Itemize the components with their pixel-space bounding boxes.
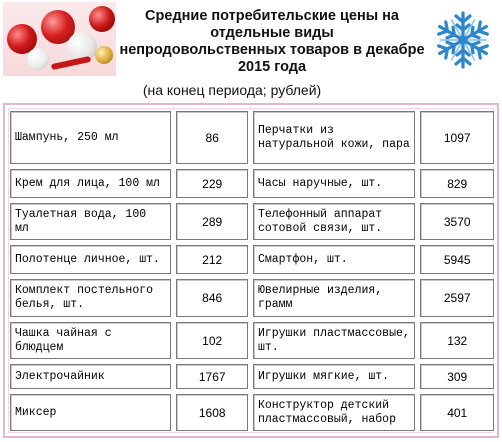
item-price: 86 (176, 111, 248, 164)
item-name: Перчатки из натуральной кожи, пара (253, 111, 415, 164)
item-price: 212 (176, 245, 248, 274)
item-name: Конструктор детский пластмассовый, набор (253, 394, 415, 431)
christmas-ornaments-icon (3, 2, 116, 76)
item-name: Крем для лица, 100 мл (10, 169, 171, 198)
item-name: Чашка чайная с блюдцем (10, 322, 171, 359)
table-row (10, 279, 494, 317)
table-row (10, 394, 494, 431)
table-frame (3, 103, 499, 438)
item-name: Комплект постельного белья, шт. (10, 279, 171, 317)
table-row (10, 111, 494, 164)
item-price: 401 (420, 394, 494, 431)
item-name: Смартфон, шт. (253, 245, 415, 274)
item-name: Ювелирные изделия, грамм (253, 279, 415, 317)
red-ornament-ball (89, 6, 115, 32)
table-row (10, 203, 494, 240)
item-price: 229 (176, 169, 248, 198)
item-name: Игрушки пластмассовые, шт. (253, 322, 415, 359)
item-price: 1097 (420, 111, 494, 164)
page-subtitle: (на конец периода; рублей) (142, 82, 322, 98)
item-price: 289 (176, 203, 248, 240)
page-title: Средние потребительские цены на отдельные виды непродовольственных товаров в декабре 2015 года (119, 8, 425, 75)
item-price: 829 (420, 169, 494, 198)
item-name: Электрочайник (10, 364, 171, 389)
gold-ornament-ball (95, 46, 113, 64)
item-price: 3570 (420, 203, 494, 240)
item-price: 102 (176, 322, 248, 359)
item-name: Миксер (10, 394, 171, 431)
header (0, 0, 502, 102)
item-name: Игрушки мягкие, шт. (253, 364, 415, 389)
white-ornament-ball (27, 48, 49, 70)
item-price: 5945 (420, 245, 494, 274)
snowflake-icon (431, 8, 495, 72)
table-row (10, 169, 494, 198)
item-price: 132 (420, 322, 494, 359)
item-price: 2597 (420, 279, 494, 317)
item-name: Шампунь, 250 мл (10, 111, 171, 164)
table-row (10, 322, 494, 359)
table-row (10, 364, 494, 389)
item-name: Туалетная вода, 100 мл (10, 203, 171, 240)
item-name: Телефонный аппарат сотовой связи, шт. (253, 203, 415, 240)
item-price: 1767 (176, 364, 248, 389)
item-name: Часы наручные, шт. (253, 169, 415, 198)
item-price: 309 (420, 364, 494, 389)
item-price: 846 (176, 279, 248, 317)
item-name: Полотенце личное, шт. (10, 245, 171, 274)
table-row (10, 245, 494, 274)
item-price: 1608 (176, 394, 248, 431)
prices-table (5, 106, 499, 436)
